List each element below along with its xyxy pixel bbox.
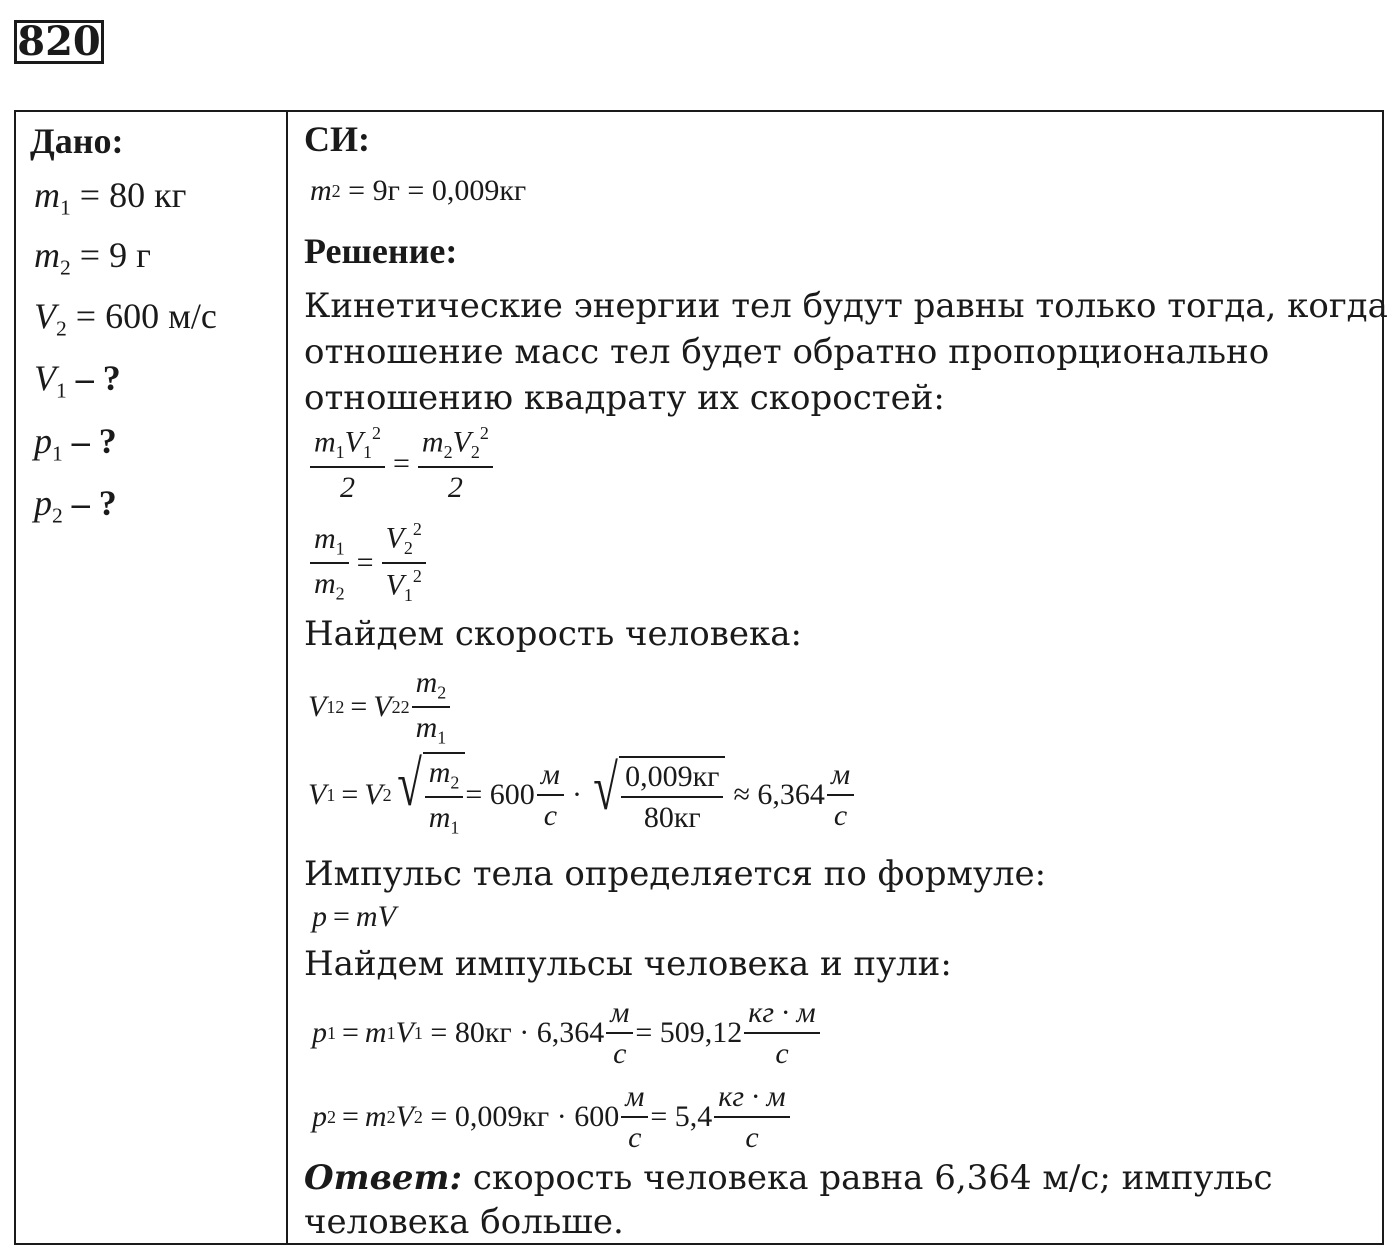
unknown-v1: $V_1$ – ? xyxy=(34,358,121,403)
v1-calculation: V 1 = V 2 √ $\frac{m_2}{m_1}$ = 600 $\frac{м}{с}$ · √ $\frac{0,009кг}{80кг}$ ≈ 6,364 $\frac{м}{с}$ xyxy=(308,752,856,838)
p2-calculation: p 2 = m 2 V 2 = 0,009кг · 600 $\frac{м}{с}$ = 5,4 $\frac{кг \cdot м}{с}$ xyxy=(312,1080,792,1154)
unknown-p1: $p_1$ – ? xyxy=(34,421,117,466)
answer-text: скорость человека равна 6,364 м/с; импульс человека больше. xyxy=(304,1158,1273,1242)
v1-squared-equation: V 1 2 = V 2 2 $\frac{m_2}{m_1}$ xyxy=(308,666,452,748)
find-impulses-text: Найдем импульсы человека и пули: xyxy=(304,944,952,984)
given-m2: $m_2 = 9$ г xyxy=(34,235,151,280)
intro-line-2: отношение масс тел будет обратно пропорционально xyxy=(304,332,1270,372)
given-title: Дано: xyxy=(30,121,124,161)
find-speed-text: Найдем скорость человека: xyxy=(304,614,802,654)
solution-title: Решение: xyxy=(304,231,458,271)
si-conversion: m 2 = 9г = 0,009кг xyxy=(310,174,527,207)
impulse-text: Импульс тела определяется по формуле: xyxy=(304,854,1047,894)
unknown-p2: $p_2$ – ? xyxy=(34,483,117,528)
energy-equation: $\frac{m_1V_1^2}{2}$ = $\frac{m_2V_2^2}{2}$ xyxy=(308,424,495,504)
si-title: СИ: xyxy=(304,119,370,159)
answer-label: Ответ: xyxy=(304,1158,463,1198)
ratio-equation: $\frac{m_1}{m_2}$ = $\frac{V_2^2}{V_1^2}$ xyxy=(308,520,428,605)
answer xyxy=(304,1156,1364,1244)
intro-line-3: отношению квадрату их скоростей: xyxy=(304,378,945,418)
given-m1: $m_1 = 80$ кг xyxy=(34,175,187,220)
problem-number: 820 xyxy=(14,20,104,64)
column-divider xyxy=(286,112,288,1243)
impulse-formula: p = mV xyxy=(312,900,396,933)
solution-table xyxy=(14,110,1388,1245)
intro-line-1: Кинетические энергии тел будут равны только тогда, когда xyxy=(304,286,1388,326)
p1-calculation: p 1 = m 1 V 1 = 80кг · 6,364 $\frac{м}{с}$ = 509,12 $\frac{кг \cdot м}{с}$ xyxy=(312,996,822,1070)
given-v2: $V_2 = 600$ м/с xyxy=(34,296,217,341)
